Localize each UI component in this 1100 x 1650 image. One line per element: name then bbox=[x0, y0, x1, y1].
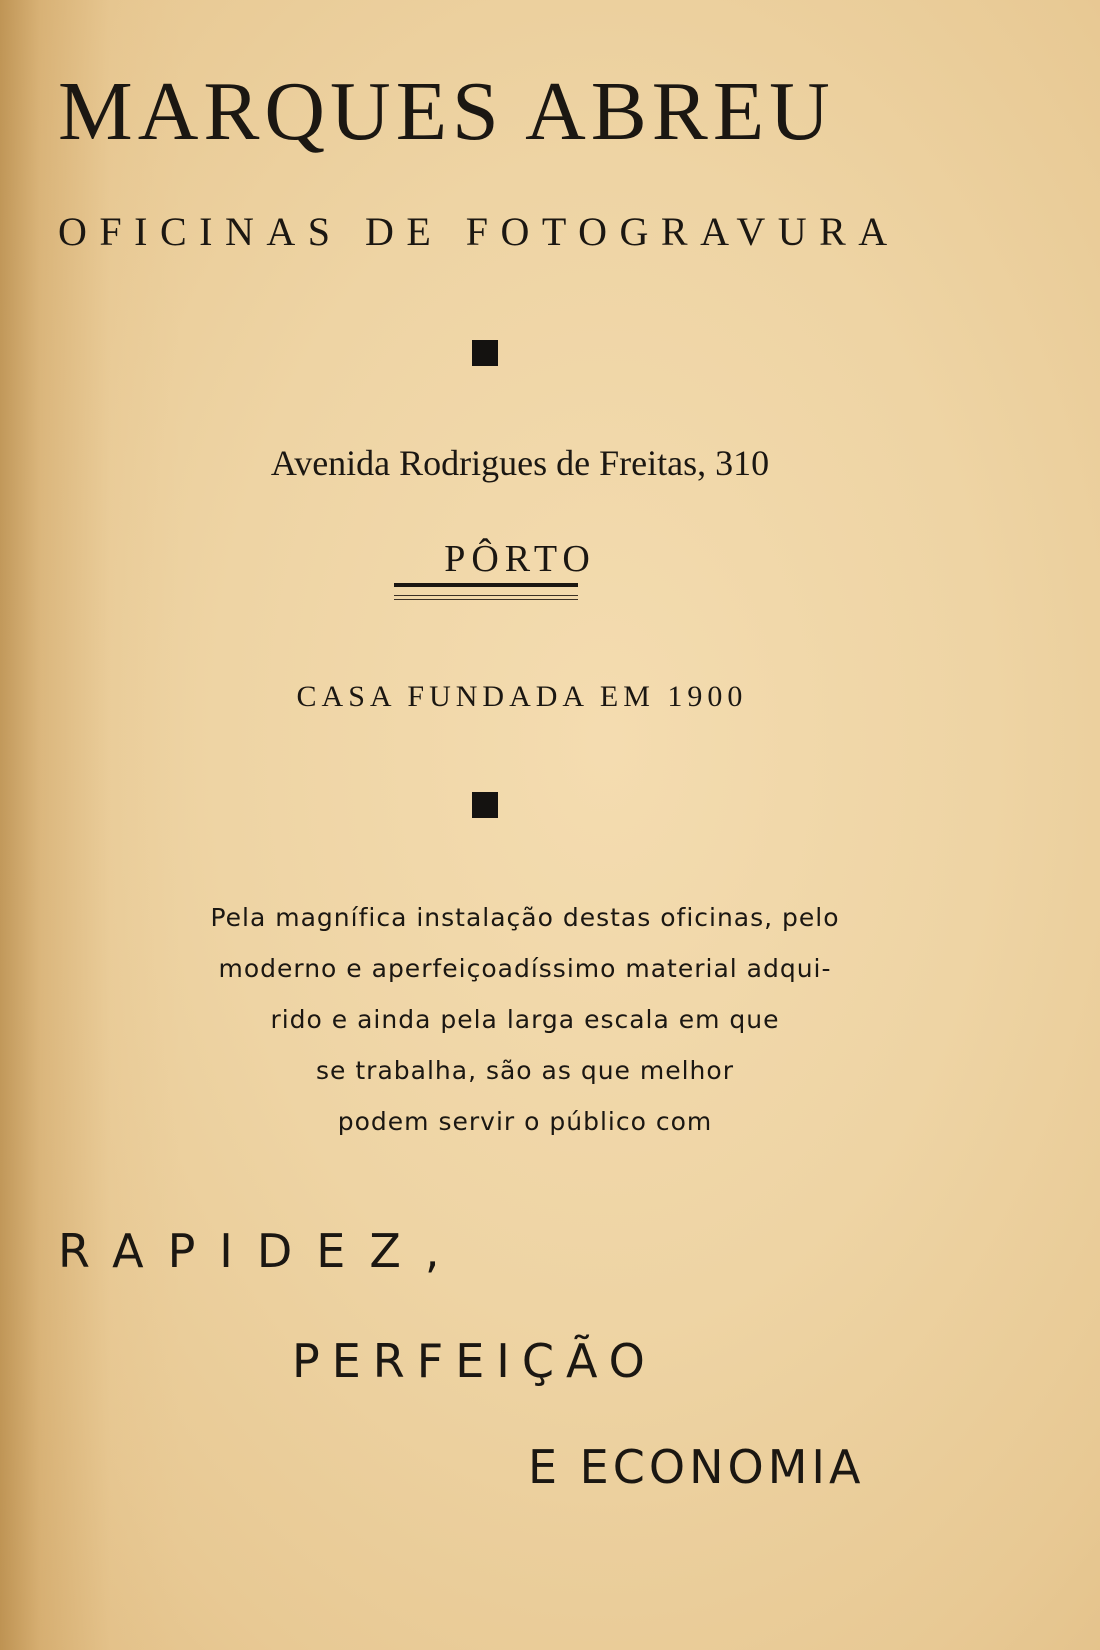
slogan-economia: E ECONOMIA bbox=[528, 1440, 865, 1494]
city-name: PÔRTO bbox=[444, 538, 596, 580]
slogan-rapidez: RAPIDEZ, bbox=[58, 1224, 464, 1278]
paragraph-line: se trabalha, são as que melhor bbox=[316, 1056, 734, 1085]
rule-thick bbox=[394, 583, 578, 587]
rule-thin-1 bbox=[394, 595, 578, 596]
paragraph-line: Pela magnífica instalação destas oficinas, pelo bbox=[210, 903, 840, 932]
decorative-square-bottom bbox=[472, 792, 498, 818]
paragraph-line: moderno e aperfeiçoadíssimo material adqui- bbox=[218, 954, 832, 983]
company-title: MARQUES ABREU bbox=[58, 65, 835, 158]
city-underline-rules bbox=[394, 583, 578, 600]
paragraph-line: podem servir o público com bbox=[337, 1107, 713, 1136]
decorative-square-top bbox=[472, 340, 498, 366]
paragraph-line: rido e ainda pela larga escala em que bbox=[270, 1005, 780, 1034]
company-subtitle: OFICINAS DE FOTOGRAVURA bbox=[58, 209, 900, 254]
founded-line: CASA FUNDADA EM 1900 bbox=[296, 680, 748, 713]
rule-thin-2 bbox=[394, 599, 578, 600]
slogan-perfeicao: PERFEIÇÃO bbox=[292, 1334, 657, 1388]
description-paragraph bbox=[0, 892, 1100, 1147]
address-line: Avenida Rodrigues de Freitas, 310 bbox=[270, 443, 770, 483]
